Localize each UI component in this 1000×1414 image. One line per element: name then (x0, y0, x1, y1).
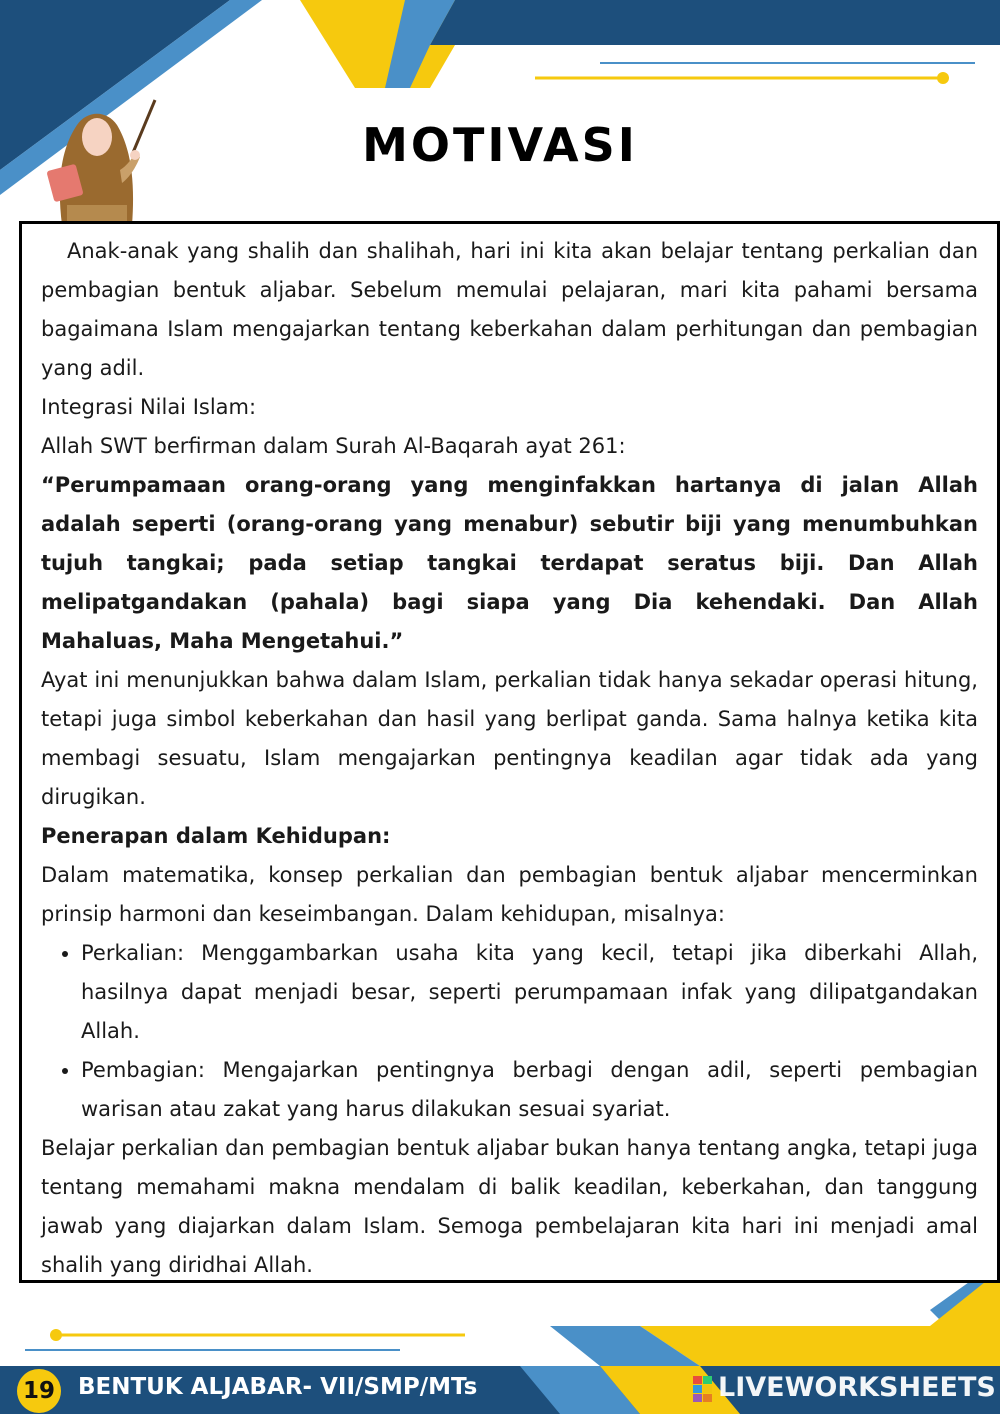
top-yellow-band (300, 0, 372, 88)
watermark-text: LIVEWORKSHEETS (718, 1372, 996, 1403)
liveworksheets-logo-icon (693, 1376, 713, 1402)
penerapan-list (41, 934, 978, 1129)
penerapan-heading: Penerapan dalam Kehidupan: (41, 824, 391, 848)
list-item: • Perkalian: Menggambarkan usaha kita yang kecil, tetapi jika diberkahi Allah, hasilnya dapat menjadi besar, seperti perumpamaan infak yang dilipatgandakan Allah. (81, 934, 978, 1051)
explanation-paragraph: Ayat ini menunjukkan bahwa dalam Islam, perkalian tidak hanya sekadar operasi hitung, tetapi juga simbol keberkahan dan hasil yang berlipat ganda. Sama halnya ketika kita membagi sesuatu, Islam mengajarkan pentingnya keadilan agar tidak ada yang dirugikan. (41, 668, 978, 809)
bottom-deco-dot (50, 1329, 62, 1341)
top-right-navy-band (430, 0, 1000, 45)
firman-line: Allah SWT berfirman dalam Surah Al-Baqarah ayat 261: (41, 434, 626, 458)
closing-paragraph: Belajar perkalian dan pembagian bentuk aljabar bukan hanya tentang angka, tetapi juga tentang memahami makna mendalam di balik keadilan, keberkahan, dan tanggung jawab yang diajarkan dalam Islam. Semoga pembelajaran kita hari ini menjadi amal shalih yang diridhai Allah. (41, 1136, 978, 1277)
quran-quote: “Perumpamaan orang-orang yang menginfakkan hartanya di jalan Allah adalah seperti (orang-orang yang menabur) sebutir biji yang menumbuhkan tujuh tangkai; pada setiap tangkai terdapat seratus biji. Dan Allah melipatgandakan (pahala) bagi siapa yang Dia kehendaki. Dan Allah Mahaluas, Maha Mengetahui.” (41, 473, 978, 653)
list-item: • Pembagian: Mengajarkan pentingnya berbagi dengan adil, seperti pembagian warisan atau zakat yang harus dilakukan sesuai syariat. (81, 1051, 978, 1129)
page-title: MOTIVASI (362, 118, 638, 172)
penerapan-intro: Dalam matematika, konsep perkalian dan pembagian bentuk aljabar mencerminkan prinsip harmoni dan keseimbangan. Dalam kehidupan, misalnya: (41, 863, 978, 926)
top-deco-dot (937, 72, 949, 84)
page-number-badge: 19 (17, 1369, 61, 1413)
integrasi-label: Integrasi Nilai Islam: (41, 395, 257, 419)
footer-label: BENTUK ALJABAR- VII/SMP/MTs (78, 1374, 478, 1400)
intro-paragraph: Anak-anak yang shalih dan shalihah, hari ini kita akan belajar tentang perkalian dan pembagian bentuk aljabar. Sebelum memulai pelajaran, mari kita pahami bersama bagaimana Islam mengajarkan tentang keberkahan dalam perhitungan dan pembagian yang adil. (41, 239, 978, 380)
motivation-content-box (19, 221, 1000, 1283)
